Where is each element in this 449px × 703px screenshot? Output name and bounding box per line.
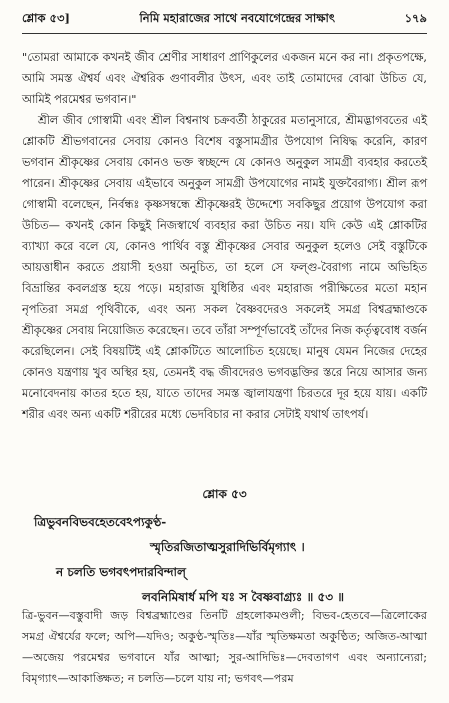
verse-line: ন চলতি ভগবৎপদারবিন্দাল্ (56, 565, 186, 579)
verse-heading: শ্লোক ৫৩ (202, 487, 247, 501)
word-meanings (22, 605, 427, 689)
purport-text (22, 47, 427, 425)
verse-line: লবনিমিষার্ধ মপি যঃ স বৈষ্ণবাগ্র্যঃ ॥ ৫৩ ॥ (142, 590, 345, 604)
paragraph: "তোমরা আমাকে কখনই জীব শ্রেণীর সাধারণ প্রাণিকুলের একজন মনে কর না। প্রকৃতপক্ষে, আমি সমস্ত ঐশ্বর্য এবং ঐশ্বরিক গুণাবলীর উৎস, এবং তাই তোমাদের বোঝা উচিত যে, আমিই পরমেশ্বর ভগবান।" (22, 51, 427, 106)
synonyms-text: ত্রি-ভুবন—বস্তুবাদী জড় বিশ্বব্রহ্মাণ্ডের তিনটি গ্রহলোকমণ্ডলী; বিভব-হেতবে—ত্রিলোকের সমগ্র ঐশ্বর্যের ফলে; অপি—যদিও; অকুণ্ঠ-স্মৃতিঃ—যাঁর স্মৃতিক্ষমতা অকুণ্ঠিত; অজিত-আত্মা—অজেয় পরমেশ্বর ভগবানে যাঁর আত্মা; সুর-আদিভিঃ—দেবতাগণ এবং অন্যান্যেরা; বিমৃগ্যাৎ—আকাঙ্ক্ষিত; ন চলতি—চলে যায় না; ভগবৎ—পরম (22, 609, 427, 685)
chapter-title: নিমি মহারাজের সাথে নবযোগেন্দ্রের সাক্ষাৎ (139, 11, 336, 25)
page-number: ১৭৯ (404, 11, 427, 25)
paragraph: শ্রীল জীব গোস্বামী এবং শ্রীল বিশ্বনাথ চক্রবর্তী ঠাকুরের মতানুসারে, শ্রীমদ্ভাগবতের এই শ্লোকটি শ্রীভগবানের সেবায় কোনও বিশেষ বস্তুসামগ্রীর উপযোগ নিষিদ্ধ করেনি, কারণ ভগবান শ্রীকৃষ্ণের সেবায় কোনও ভক্ত স্বচ্ছন্দে যে কোনও অনুকুল সামগ্রী ব্যবহার করতেই পারেন। শ্রীকৃষ্ণের সেবায় এইভাবে অনুকুল সামগ্রী উপযোগের নামই যুক্তবৈরাগ্য। শ্রীল রূপ গোস্বামী বলেছেন, নির্বন্ধঃ কৃষ্ণসম্বন্ধে শ্রীকৃষ্ণেরই উদ্দেশ্যে সবকিছুর প্রয়োগ উপযোগ করা উচিত— কখনই কোন কিছুই নিজস্বার্থে ব্যবহার করা উচিত নয়। যদি কেউ এই শ্লোকটির ব্যাখ্যা করে বলে যে, কোনও পার্থিব বস্তু শ্রীকৃষ্ণের সেবার অনুকুল হলেও সেই বস্তুটিকে আয়ত্তাধীন করতে প্রয়াসী হওয়া অনুচিত, তা হলে সে ফল্গু-বৈরাগ্য নামে অভিহিত বিভ্রান্তির কবলগ্রস্ত হয়ে পড়ে। মহারাজ যুধিষ্ঠির এবং মহারাজ পরীক্ষিতের মতো মহান নৃপতিরা সমগ্র পৃথিবীকে, এবং অন্য সকল বৈষ্ণবদেরও সকলেই সমগ্র বিশ্বব্রহ্মাণ্ডকে শ্রীকৃষ্ণের সেবায় নিয়োজিত করেছেন। তবে তাঁরা সম্পূর্ণভাবেই তাঁদের নিজ কর্তৃত্ববোধ বর্জন করেছিলেন। সেই বিষয়টিই এই শ্লোকটিতে আলোচিত হয়েছে। মানুষ যেমন নিজের দেহের কোনও যন্ত্রণায় খুব অস্থির হয়, তেমনই বদ্ধ জীবদেরও ভগবদ্ভক্তির স্তরে নিয়ে আসার জন্য মনোবেদনায় কাতর হতে হয়, যাতে তাদের সমস্ত জ্বালাযন্ত্রণা চিরতরে দূর হয়ে যায়। একটি শরীর এবং অন্য একটি শরীরের মধ্যে ভেদবিচার না করার সেটাই যথার্থ তাৎপর্য। (22, 114, 427, 421)
sanskrit-verse (22, 510, 427, 610)
running-header (22, 10, 427, 29)
verse-line: স্মৃতিরজিতাত্মসুরাদিভির্বিমৃগ্যাৎ । (150, 540, 305, 554)
verse-reference: শ্লোক ৫৩] (22, 11, 70, 25)
header-divider (22, 33, 427, 34)
verse-line: ত্রিভুবনবিভবহেতবেঽপ্যকুণ্ঠ- (34, 515, 167, 529)
